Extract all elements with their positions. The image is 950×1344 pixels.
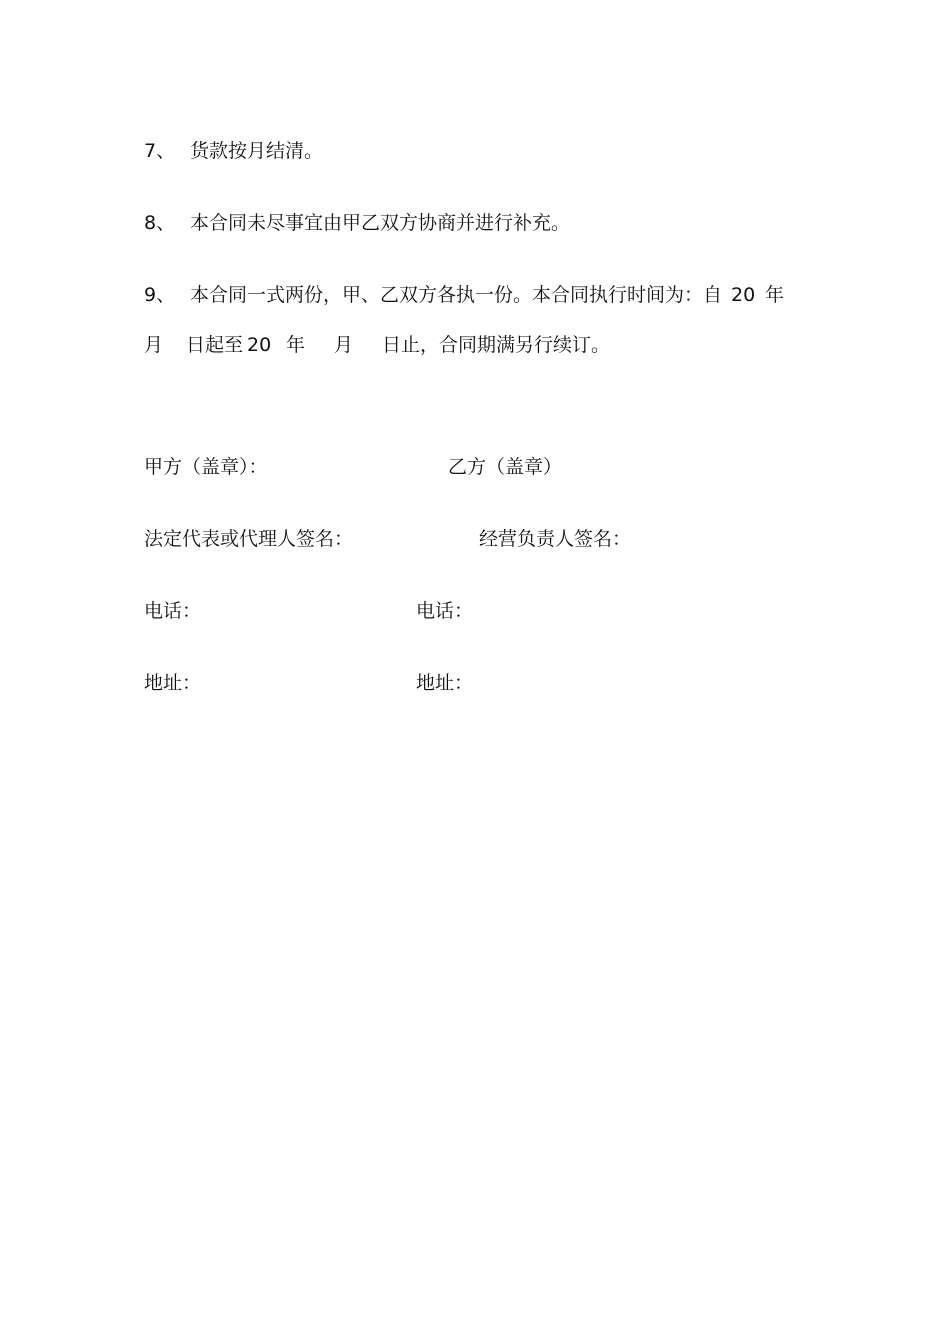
clause-8-number: 8、 [144, 212, 176, 234]
clause-9-start-day-label: 日起至 [186, 334, 244, 356]
party-b-rep-label: 经营负责人签名： [479, 528, 632, 550]
party-a-seal-label: 甲方（盖章）： [144, 456, 268, 478]
party-b-phone-label: 电话： [416, 600, 474, 622]
party-b-seal-label: 乙方（盖章） [448, 456, 563, 478]
clause-9-end-year-prefix: 20 [247, 334, 272, 356]
party-a-phone-label: 电话： [144, 600, 202, 622]
clause-7-number: 7、 [144, 140, 176, 162]
clause-9-end-year-label: 年 [286, 334, 306, 356]
clause-9-start-year-prefix: 20 [731, 284, 756, 306]
party-a-rep-label: 法定代表或代理人签名： [144, 528, 354, 550]
clause-7-text: 货款按月结清。 [190, 140, 324, 162]
clause-9-start-year-label: 年 [765, 284, 785, 306]
clause-9-number: 9、 [144, 284, 176, 306]
party-b-address-label: 地址： [416, 672, 474, 694]
clause-9-text: 本合同一式两份，甲、乙双方各执一份。本合同执行时间为：自 [190, 284, 723, 306]
party-a-address-label: 地址： [144, 672, 202, 694]
clause-9-start-month-label: 月 [144, 334, 164, 356]
clause-9-end-day-text: 日止，合同期满另行续订。 [382, 334, 611, 356]
clause-8-text: 本合同未尽事宜由甲乙双方协商并进行补充。 [190, 212, 571, 234]
clause-9-end-month-label: 月 [334, 334, 354, 356]
